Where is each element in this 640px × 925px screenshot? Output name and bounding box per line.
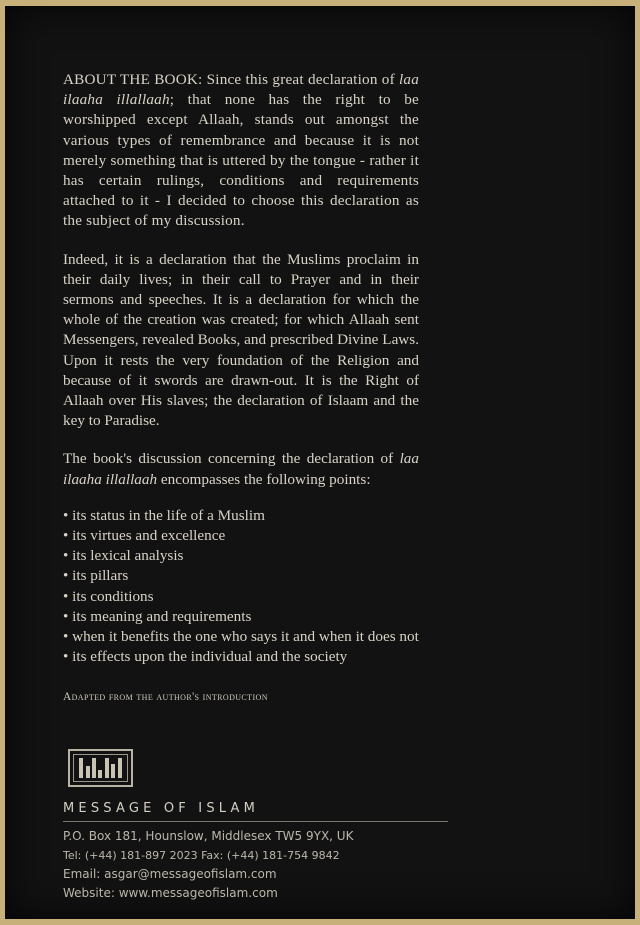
- list-item: • its status in the life of a Muslim: [63, 506, 419, 526]
- discussion-points-list: [63, 506, 419, 668]
- publisher-email: Email: asgar@messageofislam.com: [63, 867, 277, 881]
- blurb-paragraph-1: ABOUT THE BOOK: Since this great declaration of laa ilaaha illallaah; that none has the right to be worshipped except Allaah, stands out amongst the various types of remembrance and because it is not merely something that is uttered by the tongue - rather it has certain rulings, conditions and requirements attached to it - I decided to choose this declaration as the subject of my discussion.: [63, 71, 419, 230]
- book-blurb: [63, 70, 419, 708]
- list-item: • its conditions: [63, 587, 419, 607]
- blurb-paragraph-3: The book's discussion concerning the declaration of laa ilaaha illallaah encompasses the following points:: [63, 450, 419, 488]
- blurb-paragraph-2: Indeed, it is a declaration that the Muslims proclaim in their daily lives; in their call to Prayer and in their sermons and speeches. It is a declaration for which the whole of the creation was created; for which Allaah sent Messengers, revealed Books, and prescribed Divine Laws. Upon it rests the very foundation of the Religion and because of it swords are drawn-out. It is the Right of Allaah over His slaves; the declaration of Islaam and the key to Paradise.: [63, 250, 419, 430]
- book-back-cover: [5, 6, 635, 919]
- kufic-calligraphy-logo-icon: [73, 754, 128, 782]
- list-item: • its effects upon the individual and the society: [63, 647, 419, 667]
- publisher-logo: [68, 749, 133, 787]
- publisher-address: P.O. Box 181, Hounslow, Middlesex TW5 9YX, UK: [63, 829, 354, 843]
- publisher-website: Website: www.messageofislam.com: [63, 886, 278, 900]
- publisher-name: MESSAGE OF ISLAM: [63, 801, 448, 822]
- attribution: Adapted from the author's introduction: [63, 691, 268, 704]
- publisher-phone: Tel: (+44) 181-897 2023 Fax: (+44) 181-754 9842: [63, 849, 340, 862]
- list-item: • when it benefits the one who says it and when it does not: [63, 627, 419, 647]
- list-item: • its lexical analysis: [63, 546, 419, 566]
- publisher-info: [63, 801, 448, 903]
- list-item: • its meaning and requirements: [63, 607, 419, 627]
- list-item: • its virtues and excellence: [63, 526, 419, 546]
- list-item: • its pillars: [63, 566, 419, 586]
- blurb-heading: ABOUT THE BOOK: [63, 71, 199, 88]
